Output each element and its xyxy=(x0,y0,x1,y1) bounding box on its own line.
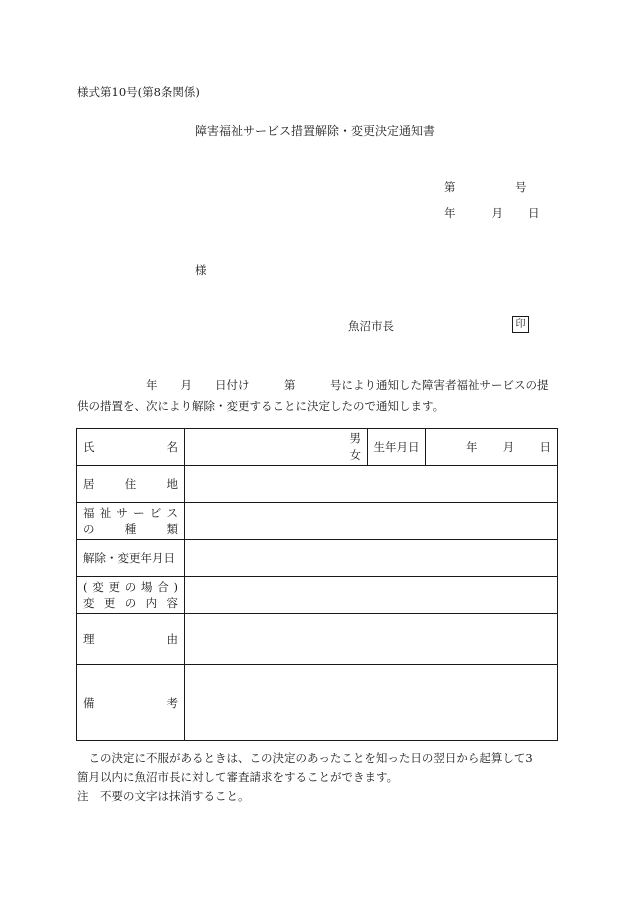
notice-body xyxy=(77,375,549,417)
remarks-field[interactable] xyxy=(185,665,558,741)
notice-body-line-1: 年 月 日付け 第 号により通知した障害者福祉サービスの提 xyxy=(77,378,549,392)
address-label: 居 住 地 xyxy=(77,466,185,503)
row-name xyxy=(77,429,558,466)
form-number-label: 様式第10号(第8条関係) xyxy=(77,85,200,99)
document-number-prefix: 第 xyxy=(444,180,456,194)
change-date-field[interactable] xyxy=(185,540,558,577)
strike-out-note: 注 不要の文字は抹消すること。 xyxy=(77,789,250,803)
reason-label: 理 由 xyxy=(77,614,185,665)
sex-female: 女 xyxy=(349,448,361,462)
row-reason xyxy=(77,614,558,665)
date-month: 月 xyxy=(491,206,503,220)
name-label: 氏 名 xyxy=(77,429,185,466)
document-number-suffix: 号 xyxy=(515,180,527,194)
decision-table xyxy=(76,428,558,741)
row-change-content xyxy=(77,577,558,614)
row-change-date xyxy=(77,540,558,577)
birthdate-field[interactable]: 年 月 日 xyxy=(426,429,558,466)
footer-notes xyxy=(77,749,533,806)
remarks-label: 備 考 xyxy=(77,665,185,741)
change-content-label: ( 変 更 の 場 合 ) 変 更 の 内 容 xyxy=(77,577,185,614)
issuer-name: 魚沼市長 xyxy=(348,319,394,333)
appeal-notice-line-1: この決定に不服があるときは、この決定のあったことを知った日の翌日から起算して3 xyxy=(77,751,533,765)
address-field[interactable] xyxy=(185,466,558,503)
document-date xyxy=(444,205,540,221)
seal-mark: 印 xyxy=(512,316,529,333)
service-type-label: 福 祉 サ ー ビ ス の 種 類 xyxy=(77,503,185,540)
row-service-type xyxy=(77,503,558,540)
addressee-suffix: 様 xyxy=(195,263,207,277)
birthdate-label: 生年月日 xyxy=(368,429,426,466)
document-title: 障害福祉サービス措置解除・変更決定通知書 xyxy=(195,124,436,138)
change-date-label: 解除・変更年月日 xyxy=(77,540,185,577)
date-year: 年 xyxy=(444,206,456,220)
row-remarks xyxy=(77,665,558,741)
row-address xyxy=(77,466,558,503)
reason-field[interactable] xyxy=(185,614,558,665)
notice-body-line-2: 供の措置を、次により解除・変更することに決定したので通知します。 xyxy=(77,399,445,413)
date-day: 日 xyxy=(528,206,540,220)
change-content-field[interactable] xyxy=(185,577,558,614)
sex-male: 男 xyxy=(349,431,361,445)
name-field[interactable] xyxy=(185,429,368,466)
appeal-notice-line-2: 箇月以内に魚沼市長に対して審査請求をすることができます。 xyxy=(77,770,399,784)
service-type-field[interactable] xyxy=(185,503,558,540)
